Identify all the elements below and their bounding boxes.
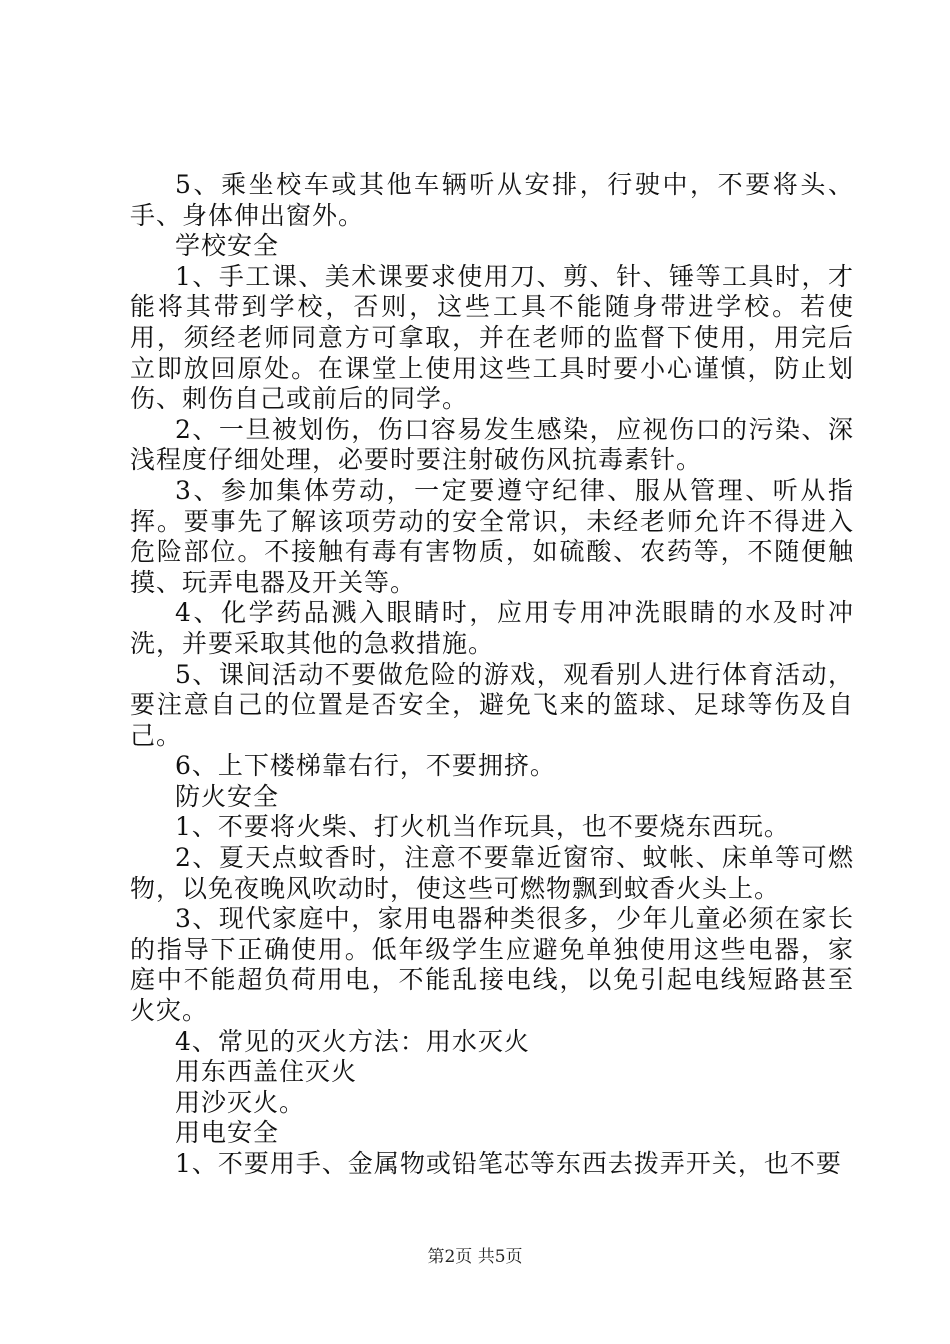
section-heading-electrical-safety: 用电安全 [175, 1118, 280, 1148]
document-body [130, 170, 854, 1180]
paragraph-stairs: 6、上下楼梯靠右行，不要拥挤。 [175, 751, 556, 781]
paragraph-tools-in-class: 1、手工课、美术课要求使用刀、剪、针、锤等工具时，才能将其带到学校，否则，这些工具不能随身带进学校。若使用，须经老师同意方可拿取，并在老师的监督下使用，用完后立即放回原处。在课堂上使用这些工具时要小心谨慎，防止划伤、刺伤自己或前后的同学。 [130, 261, 854, 414]
section-heading-fire-safety: 防火安全 [175, 781, 280, 811]
paragraph-matches: 1、不要将火柴、打火机当作玩具，也不要烧东西玩。 [175, 812, 790, 842]
paragraph-switches: 1、不要用手、金属物或铅笔芯等东西去拨弄开关，也不要 [175, 1149, 842, 1178]
paragraph-extinguish-methods: 4、常见的灭火方法：用水灭火 [175, 1026, 530, 1056]
method-sand: 用沙灭火。 [175, 1087, 306, 1117]
method-cover: 用东西盖住灭火 [175, 1057, 358, 1087]
page-footer: 第2页 共5页 [427, 1247, 523, 1267]
section-heading-school-safety: 学校安全 [175, 231, 280, 261]
paragraph-mosquito-coil: 2、夏天点蚊香时，注意不要靠近窗帘、蚊帐、床单等可燃物，以免夜晚风吹动时，使这些可燃物飘到蚊香火头上。 [130, 843, 854, 903]
paragraph-school-bus: 5、乘坐校车或其他车辆听从安排，行驶中，不要将头、手、身体伸出窗外。 [130, 170, 854, 230]
paragraph-group-labor: 3、参加集体劳动，一定要遵守纪律、服从管理、听从指挥。要事先了解该项劳动的安全常识，未经老师允许不得进入危险部位。不接触有毒有害物质，如硫酸、农药等，不随便触摸、玩弄电器及开关等。 [130, 475, 854, 597]
paragraph-recess-activities: 5、课间活动不要做危险的游戏，观看别人进行体育活动，要注意自己的位置是否安全，避免飞来的篮球、足球等伤及自己。 [130, 659, 854, 750]
paragraph-cuts: 2、一旦被划伤，伤口容易发生感染，应视伤口的污染、深浅程度仔细处理，必要时要注射破伤风抗毒素针。 [130, 414, 854, 475]
paragraph-home-appliances: 3、现代家庭中，家用电器种类很多，少年儿童必须在家长的指导下正确使用。低年级学生应避免单独使用这些电器，家庭中不能超负荷用电，不能乱接电线，以免引起电线短路甚至火灾。 [130, 904, 854, 1026]
paragraph-chemicals-eyes: 4、化学药品溅入眼睛时，应用专用冲洗眼睛的水及时冲洗，并要采取其他的急救措施。 [130, 598, 854, 658]
